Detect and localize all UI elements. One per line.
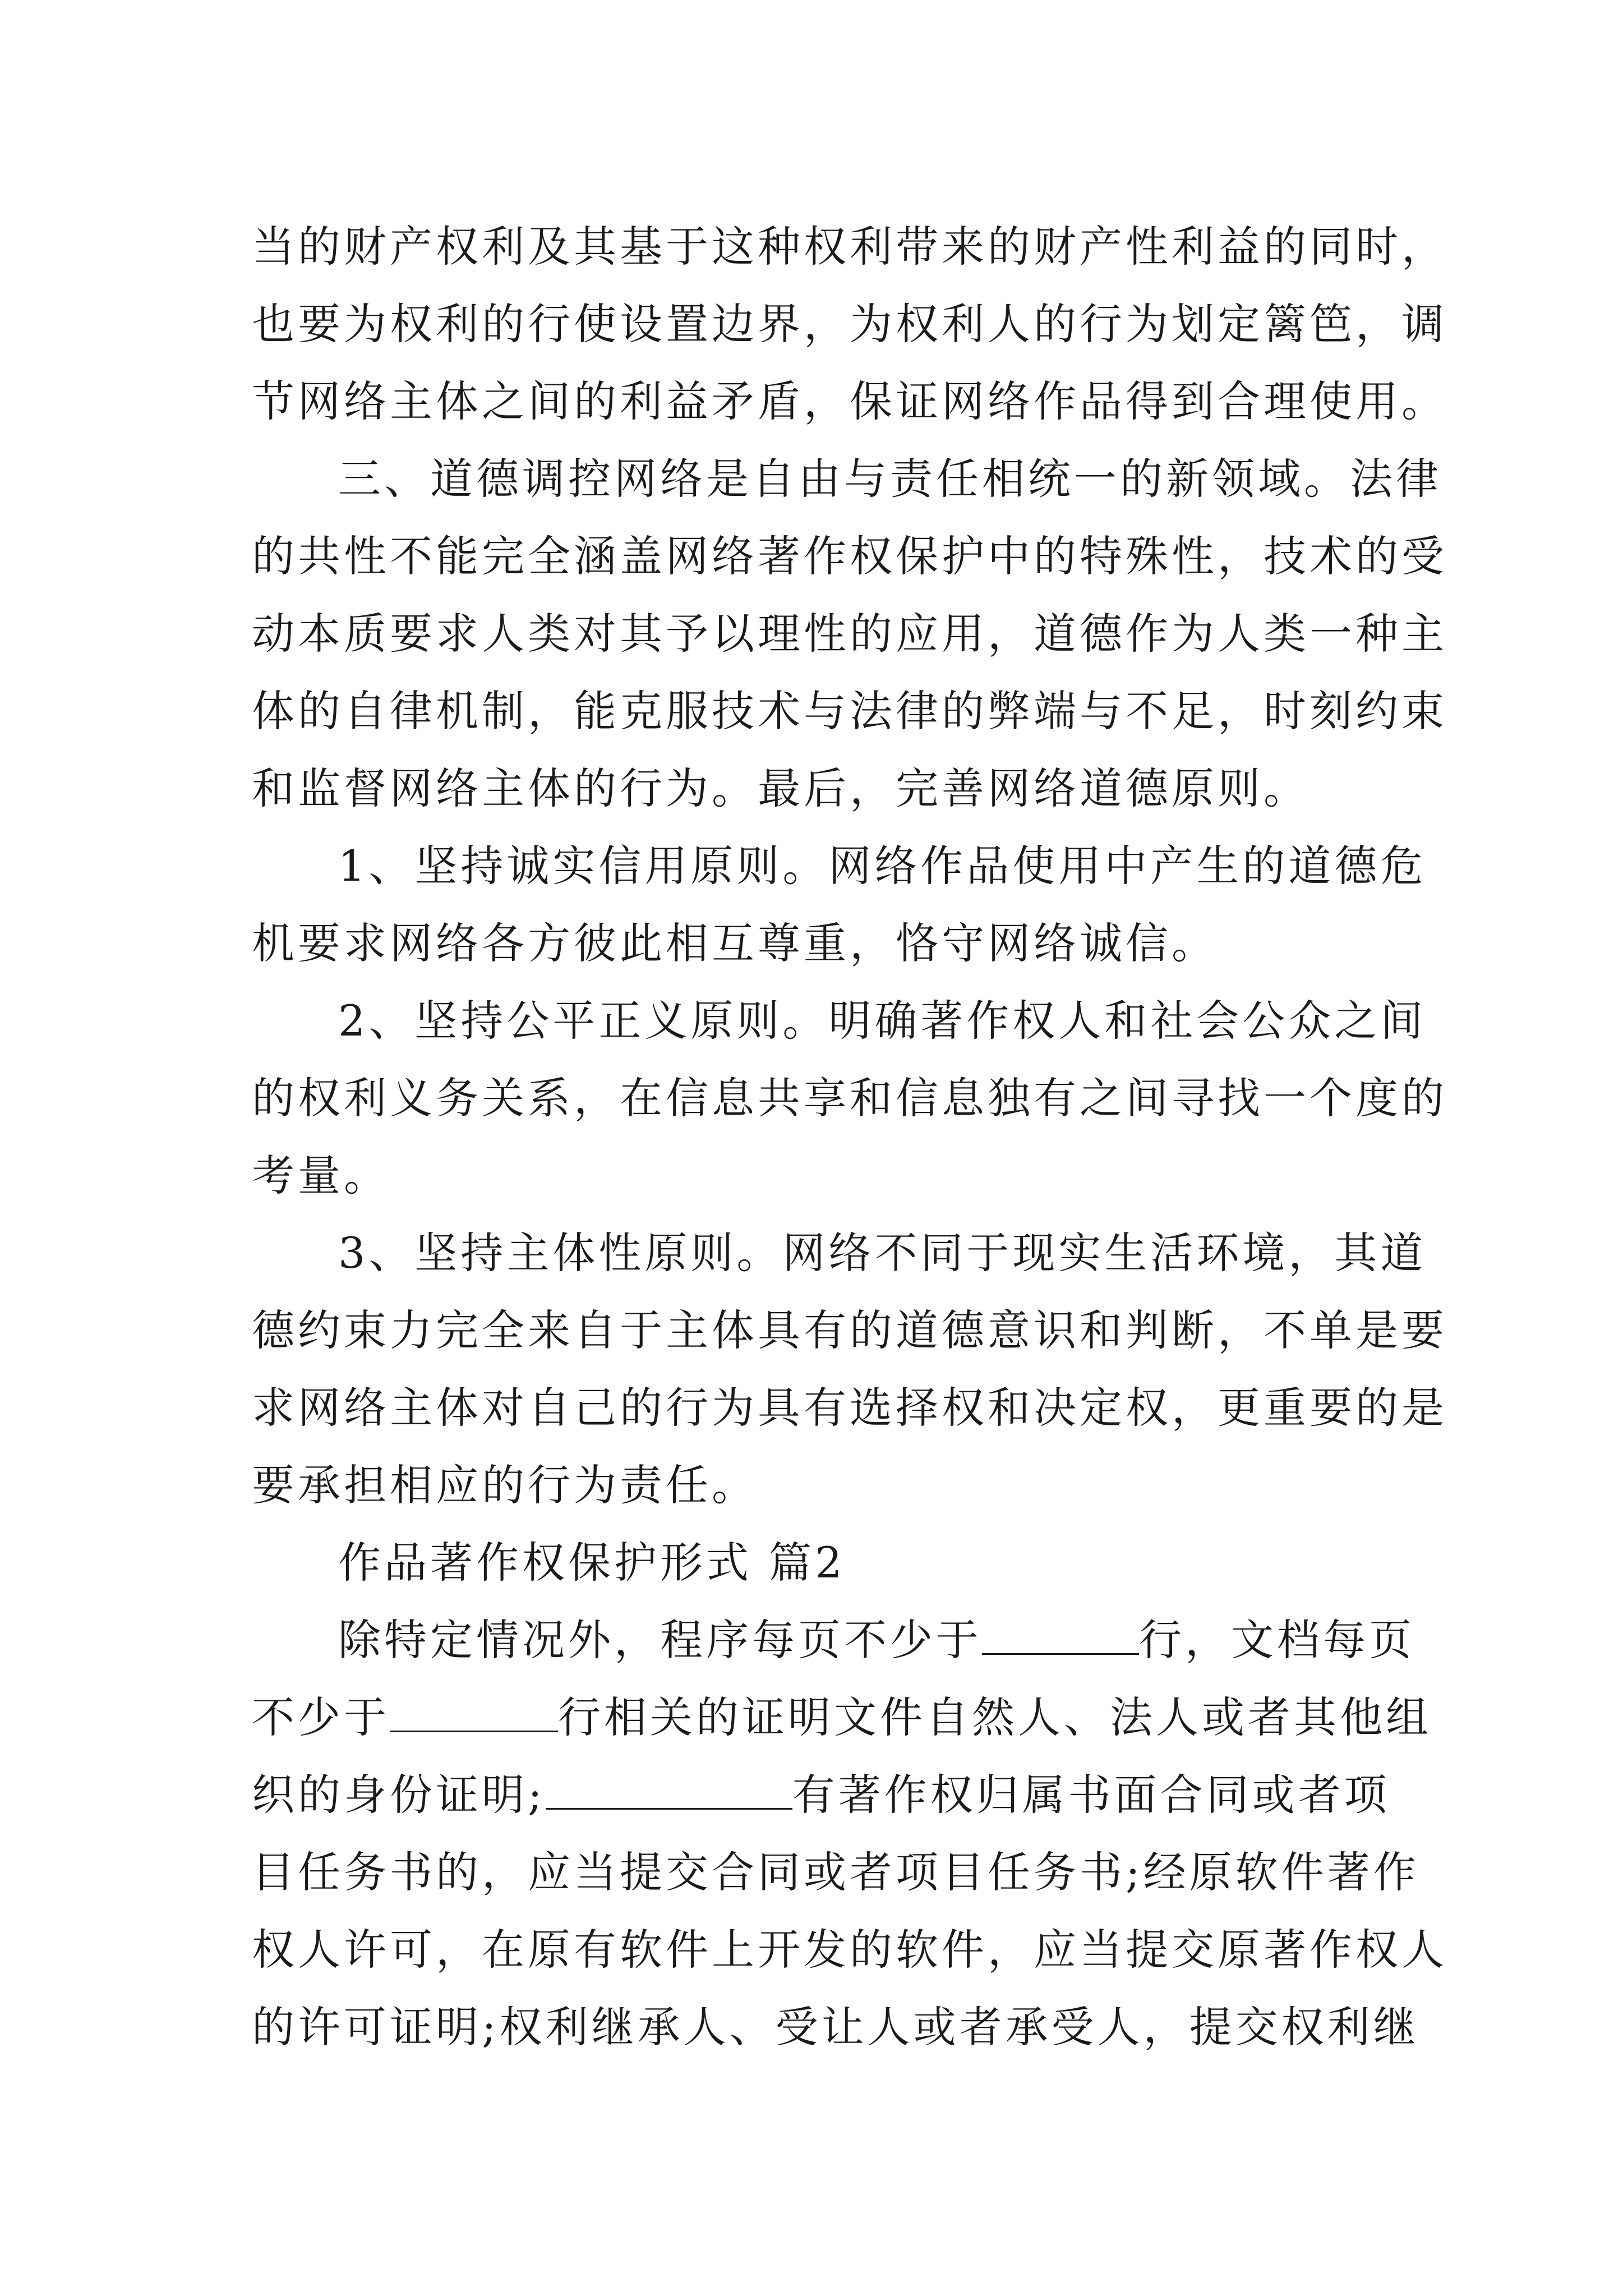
text-line: 的权利义务关系，在信息共享和信息独有之间寻找一个度的 xyxy=(252,1073,1447,1123)
section-heading: 作品著作权保护形式 篇2 xyxy=(338,1538,846,1588)
text-line: 考量。 xyxy=(252,1151,390,1200)
text-line: 三、道德调控网络是自由与责任相统一的新领域。法律 xyxy=(338,454,1442,504)
text-line: 德约束力完全来自于主体具有的道德意识和判断，不单是要 xyxy=(252,1305,1447,1355)
text-line: 2、坚持公平正义原则。明确著作权人和社会公众之间 xyxy=(338,996,1427,1046)
text-segment: 行相关的证明文件自然人、法人或者其他组 xyxy=(558,1692,1432,1742)
text-line: 要承担相应的行为责任。 xyxy=(252,1460,758,1510)
document-body xyxy=(252,208,1447,2066)
text-line: 3、坚持主体性原则。网络不同于现实生活环境，其道 xyxy=(338,1228,1427,1278)
text-line: 体的自律机制，能克服技术与法律的弊端与不足，时刻约束 xyxy=(252,686,1447,736)
text-line-with-blank xyxy=(252,1602,1415,1679)
text-line: 也要为权利的行使设置边界，为权利人的行为划定篱笆，调 xyxy=(252,299,1447,349)
text-line: 1、坚持诚实信用原则。网络作品使用中产生的道德危 xyxy=(338,841,1427,891)
fill-in-blank xyxy=(546,1769,792,1810)
text-segment: 除特定情况外，程序每页不少于 xyxy=(338,1615,982,1665)
text-line: 机要求网络各方彼此相互尊重，恪守网络诚信。 xyxy=(252,918,1218,968)
text-line: 的共性不能完全涵盖网络著作权保护中的特殊性，技术的受 xyxy=(252,531,1447,581)
text-line-with-blank xyxy=(252,1679,1432,1756)
text-segment: 织的身份证明; xyxy=(252,1770,546,1820)
text-line: 当的财产权利及其基于这种权利带来的财产性利益的同时， xyxy=(252,222,1447,272)
text-segment: 不少于 xyxy=(252,1692,390,1742)
text-line: 权人许可，在原有软件上开发的软件，应当提交原著作权人 xyxy=(252,1925,1447,1975)
text-line: 求网络主体对自己的行为具有选择权和决定权，更重要的是 xyxy=(252,1383,1447,1433)
text-segment: 有著作权归属书面合同或者项 xyxy=(792,1770,1390,1820)
text-line: 动本质要求人类对其予以理性的应用，道德作为人类一种主 xyxy=(252,609,1447,659)
text-segment: 行，文档每页 xyxy=(1139,1615,1415,1665)
fill-in-blank xyxy=(982,1614,1139,1655)
text-line: 和监督网络主体的行为。最后，完善网络道德原则。 xyxy=(252,763,1310,813)
fill-in-blank xyxy=(390,1691,558,1732)
text-line: 节网络主体之间的利益矛盾，保证网络作品得到合理使用。 xyxy=(252,376,1447,426)
text-line-with-blank xyxy=(252,1756,1390,1834)
text-line: 目任务书的，应当提交合同或者项目任务书;经原软件著作 xyxy=(252,1847,1419,1897)
text-line: 的许可证明;权利继承人、受让人或者承受人，提交权利继 xyxy=(252,2002,1419,2052)
